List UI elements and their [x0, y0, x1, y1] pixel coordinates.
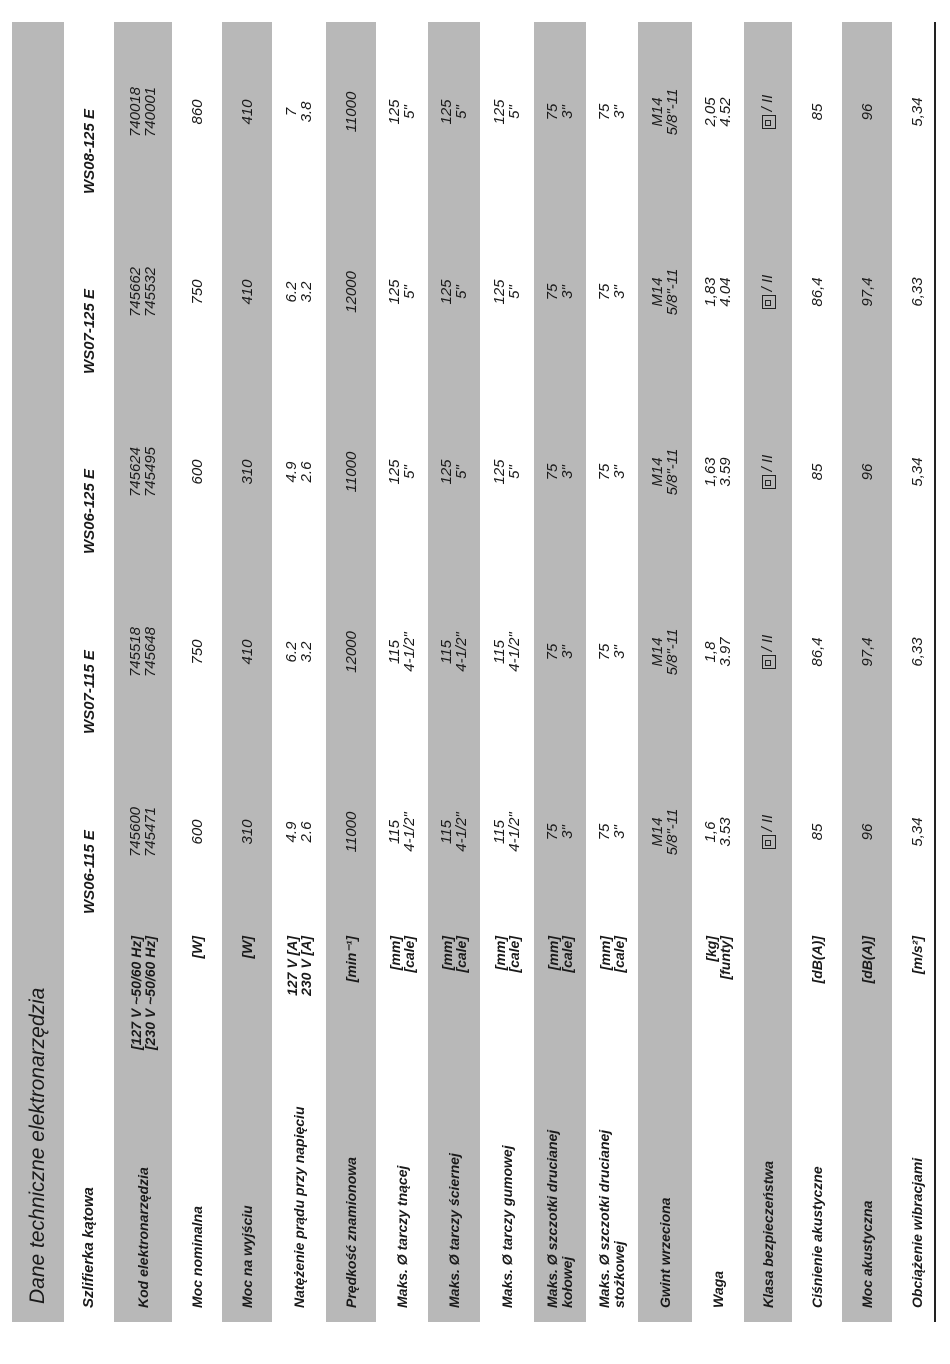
unit-line: [cale]: [401, 936, 417, 973]
value-line: 125: [386, 459, 403, 485]
double-insulation-icon: [762, 475, 776, 489]
value-cell: [692, 202, 744, 382]
value-line: 86,4: [808, 277, 826, 307]
value-cell: [842, 742, 892, 922]
value-cell: [272, 22, 326, 202]
value-line: M14: [649, 277, 666, 307]
value-line: 410: [238, 639, 256, 665]
unit-line: [funty]: [717, 936, 733, 980]
value-cell: [428, 742, 480, 922]
value-line: 5": [401, 285, 418, 299]
value-cell: [480, 202, 534, 382]
value-line: 5/8"-11: [664, 268, 681, 316]
unit-line: [mm]: [492, 936, 508, 971]
value-line: 75: [544, 463, 561, 481]
row-label: Kod elektronarzędzia: [114, 1082, 172, 1322]
unit-line: [dB(A)]: [859, 936, 875, 984]
row-unit: [222, 922, 272, 1082]
row-unit: [376, 922, 428, 1082]
value-line: 6.2: [283, 281, 300, 303]
value-line: 3.53: [717, 817, 734, 847]
value-cell: [172, 202, 222, 382]
value-cell: [172, 742, 222, 922]
model-header-row: [64, 22, 114, 1322]
row-label: Obciążenie wibracjami: [908, 1157, 925, 1308]
value-cell: [534, 742, 586, 922]
value-line: 2.6: [298, 461, 315, 483]
value-line: 4.04: [717, 277, 734, 307]
value-cell: [692, 562, 744, 742]
row-unit: [480, 922, 534, 1082]
value-cell: [744, 22, 792, 202]
spec-row: [480, 22, 534, 1322]
row-unit: [692, 922, 744, 1082]
row-label: Maks. Ø tarczy gumowej: [498, 1145, 515, 1308]
value-line: 740001: [142, 86, 159, 138]
value-line: 745600: [127, 806, 144, 858]
value-cell: [842, 382, 892, 562]
value-line: 97,4: [858, 637, 876, 667]
value-line: 12000: [342, 631, 360, 673]
value-line: 5/8"-11: [664, 88, 681, 136]
value-line: 5": [506, 465, 523, 479]
value-cell: [638, 202, 692, 382]
value-cell: [172, 22, 222, 202]
value-line: [760, 210, 775, 374]
value-line: 860: [188, 99, 206, 125]
value-line: 410: [238, 279, 256, 305]
row-label: Maks. Ø szczotki drucianej stożkowej: [596, 1129, 627, 1308]
spec-row: [534, 22, 586, 1322]
header-label: Szlifierka kątowa: [80, 1187, 98, 1308]
row-unit: [114, 922, 172, 1082]
row-label: Maks. Ø tarczy ściernej: [428, 1082, 480, 1322]
double-insulation-icon: [762, 835, 776, 849]
value-line: 6.2: [283, 641, 300, 663]
value-line: 125: [438, 279, 455, 305]
value-line: M14: [649, 817, 666, 847]
value-line: 745471: [142, 806, 159, 858]
row-label: Moc na wyjściu: [222, 1082, 272, 1322]
spec-table: [12, 22, 942, 1322]
value-cell: [376, 742, 428, 922]
spec-row: [586, 22, 638, 1322]
row-label: Prędkość znamionowa: [326, 1082, 376, 1322]
spec-row: [692, 22, 744, 1322]
value-cell: [638, 382, 692, 562]
value-cell: [326, 562, 376, 742]
row-unit: [326, 922, 376, 1082]
value-cell: [114, 562, 172, 742]
unit-line: 230 V [A]: [298, 936, 314, 996]
value-line: 6,33: [908, 637, 926, 667]
value-line: 3": [559, 285, 576, 299]
value-line: 1,6: [702, 821, 719, 843]
spec-row: [222, 22, 272, 1322]
spec-row: [272, 22, 326, 1322]
value-cell: [428, 22, 480, 202]
value-cell: [428, 382, 480, 562]
model-name: WS06-125 E: [80, 468, 98, 554]
unit-line: [cale]: [559, 936, 575, 973]
double-insulation-icon: [762, 655, 776, 669]
value-line: M14: [649, 637, 666, 667]
value-cell: [428, 202, 480, 382]
unit-line: [cale]: [453, 936, 469, 973]
value-line: 3": [559, 465, 576, 479]
value-line: 75: [544, 823, 561, 841]
value-cell: [638, 562, 692, 742]
value-line: 85: [808, 103, 826, 121]
value-line: 750: [188, 639, 206, 665]
value-cell: [222, 202, 272, 382]
value-cell: [586, 382, 638, 562]
value-cell: [744, 202, 792, 382]
value-line: 3.2: [298, 281, 315, 303]
value-line: 740018: [127, 86, 144, 138]
row-unit: [586, 922, 638, 1082]
unit-line: [cale]: [611, 936, 627, 973]
row-label: Moc akustyczna: [842, 1082, 892, 1322]
row-label: Moc nominalna: [188, 1206, 205, 1308]
value-line: 4-1/2": [453, 812, 470, 852]
value-line: 11000: [342, 811, 360, 853]
row-label: Maks. Ø szczotki drucianej kołowej: [534, 1082, 586, 1322]
model-name: WS07-115 E: [80, 650, 98, 734]
value-line: 75: [596, 283, 613, 301]
value-cell: [326, 382, 376, 562]
value-line: 97,4: [858, 277, 876, 307]
value-line: 3": [611, 285, 628, 299]
value-line: 4-1/2": [506, 632, 523, 672]
unit-line: [mm]: [387, 936, 403, 971]
value-line: 4-1/2": [506, 812, 523, 852]
value-line: 3": [611, 645, 628, 659]
spec-row: [842, 22, 892, 1322]
value-line: 5": [401, 105, 418, 119]
value-line: 745495: [142, 446, 159, 498]
value-line: 96: [858, 823, 876, 841]
row-unit: [172, 922, 222, 1082]
row-label: Maks. Ø tarczy tnącej: [393, 1165, 410, 1308]
value-line: 86,4: [808, 637, 826, 667]
value-cell: [792, 202, 842, 382]
value-line: 115: [438, 640, 455, 664]
value-line: 4-1/2": [401, 812, 418, 852]
value-cell: [376, 382, 428, 562]
value-line: 3": [611, 825, 628, 839]
value-cell: [586, 202, 638, 382]
value-line: 2,05: [702, 97, 719, 127]
value-line: 3": [611, 105, 628, 119]
value-line: 3.59: [717, 457, 734, 487]
value-line: 75: [596, 643, 613, 661]
value-cell: [480, 562, 534, 742]
row-unit: [638, 922, 692, 1082]
value-line: 4.52: [717, 97, 734, 127]
value-line: 5,34: [908, 97, 926, 127]
value-cell: [534, 562, 586, 742]
unit-line: [127 V ~50/60 Hz]: [128, 936, 144, 1051]
class-text: / II: [759, 634, 777, 652]
value-cell: [222, 742, 272, 922]
value-line: 7: [283, 107, 300, 117]
value-cell: [272, 382, 326, 562]
value-line: 5": [506, 105, 523, 119]
unit-line: [mm]: [545, 936, 561, 971]
value-cell: [114, 382, 172, 562]
value-cell: [792, 382, 842, 562]
value-cell: [534, 22, 586, 202]
value-line: [760, 750, 775, 914]
value-line: 745532: [142, 266, 159, 318]
spec-row: [376, 22, 428, 1322]
value-cell: [638, 22, 692, 202]
value-line: 75: [596, 463, 613, 481]
value-line: 85: [808, 823, 826, 841]
value-cell: [744, 742, 792, 922]
value-line: 5": [453, 465, 470, 479]
value-line: 12000: [342, 271, 360, 313]
value-cell: [114, 202, 172, 382]
double-insulation-icon: [762, 115, 776, 129]
value-line: 5,34: [908, 457, 926, 487]
value-line: 310: [238, 819, 256, 845]
class-text: / II: [759, 274, 777, 292]
rotated-spec-sheet: [12, 22, 932, 1322]
value-cell: [326, 742, 376, 922]
row-label: Natężenie prądu przy napięciu: [290, 1106, 307, 1308]
value-line: 125: [491, 279, 508, 305]
value-line: M14: [649, 457, 666, 487]
value-cell: [586, 22, 638, 202]
class-text: / II: [759, 454, 777, 472]
spec-row: [744, 22, 792, 1322]
value-line: 3.2: [298, 641, 315, 663]
value-line: 5": [453, 105, 470, 119]
value-line: 5/8"-11: [664, 628, 681, 676]
row-label: Gwint wrzeciona: [638, 1082, 692, 1322]
unit-line: [m/s²]: [909, 936, 925, 975]
value-line: 125: [386, 99, 403, 125]
value-cell: [376, 22, 428, 202]
value-cell: [222, 562, 272, 742]
value-line: 75: [544, 103, 561, 121]
value-cell: [744, 562, 792, 742]
value-line: 75: [544, 643, 561, 661]
model-name: WS08-125 E: [80, 108, 98, 194]
value-line: 745518: [127, 626, 144, 678]
value-line: [760, 390, 775, 554]
value-cell: [534, 382, 586, 562]
value-line: 5": [401, 465, 418, 479]
value-line: 600: [188, 819, 206, 845]
value-cell: [114, 742, 172, 922]
value-line: 11000: [342, 451, 360, 493]
value-line: 3": [611, 465, 628, 479]
value-line: 96: [858, 463, 876, 481]
unit-line: [min⁻¹]: [343, 936, 359, 983]
value-cell: [172, 562, 222, 742]
row-label: Ciśnienie akustyczne: [808, 1166, 825, 1308]
value-line: 745662: [127, 266, 144, 318]
page-title: Dane techniczne elektronarzędzia: [12, 22, 64, 1322]
value-line: 115: [386, 640, 403, 664]
page-divider: [934, 22, 936, 1322]
value-line: 115: [386, 820, 403, 844]
value-line: 115: [491, 820, 508, 844]
value-cell: [376, 562, 428, 742]
value-cell: [172, 382, 222, 562]
value-line: 11000: [342, 91, 360, 133]
value-line: 3": [559, 825, 576, 839]
unit-line: [kg]: [703, 936, 719, 962]
value-line: 75: [544, 283, 561, 301]
spec-row: [638, 22, 692, 1322]
value-cell: [222, 382, 272, 562]
class-text: / II: [759, 814, 777, 832]
value-cell: [534, 202, 586, 382]
value-cell: [326, 22, 376, 202]
value-line: 115: [491, 640, 508, 664]
value-line: 5": [506, 285, 523, 299]
spec-row: [326, 22, 376, 1322]
value-cell: [792, 22, 842, 202]
value-line: [760, 30, 775, 194]
row-unit: [842, 922, 892, 1082]
value-line: 3.97: [717, 637, 734, 667]
value-line: 1,83: [702, 277, 719, 307]
value-cell: [842, 22, 892, 202]
value-line: 75: [596, 103, 613, 121]
unit-line: [mm]: [439, 936, 455, 971]
row-unit: [792, 922, 842, 1082]
row-unit: [744, 922, 792, 1082]
value-cell: [842, 562, 892, 742]
value-line: 1,63: [702, 457, 719, 487]
model-name: WS07-125 E: [80, 288, 98, 374]
value-line: 6,33: [908, 277, 926, 307]
value-line: 85: [808, 463, 826, 481]
value-cell: [376, 202, 428, 382]
value-cell: [272, 562, 326, 742]
value-line: 3.8: [298, 101, 315, 123]
value-cell: [272, 202, 326, 382]
value-cell: [272, 742, 326, 922]
spec-row: [792, 22, 842, 1322]
value-line: 125: [438, 99, 455, 125]
value-line: M14: [649, 97, 666, 127]
value-line: 4.9: [283, 821, 300, 843]
value-cell: [480, 22, 534, 202]
value-line: 5/8"-11: [664, 808, 681, 856]
value-line: 4-1/2": [453, 632, 470, 672]
value-cell: [744, 382, 792, 562]
row-unit: [428, 922, 480, 1082]
value-cell: [692, 22, 744, 202]
value-cell: [326, 202, 376, 382]
value-line: 125: [438, 459, 455, 485]
value-line: 125: [491, 99, 508, 125]
class-text: / II: [759, 94, 777, 112]
spec-row: [114, 22, 172, 1322]
value-cell: [222, 22, 272, 202]
value-line: 310: [238, 459, 256, 485]
header-unit-spacer: [64, 922, 114, 1082]
value-line: 125: [386, 279, 403, 305]
value-line: 96: [858, 103, 876, 121]
model-name: WS06-115 E: [80, 830, 98, 914]
unit-line: [mm]: [597, 936, 613, 971]
value-line: 745648: [142, 626, 159, 678]
value-line: 2.6: [298, 821, 315, 843]
value-line: [760, 570, 775, 734]
value-cell: [792, 562, 842, 742]
value-line: 115: [438, 820, 455, 844]
value-line: 5,34: [908, 817, 926, 847]
value-line: 5/8"-11: [664, 448, 681, 496]
row-label: Klasa bezpieczeństwa: [744, 1082, 792, 1322]
value-cell: [692, 382, 744, 562]
value-cell: [842, 202, 892, 382]
value-cell: [480, 742, 534, 922]
spec-table-body: [12, 22, 942, 1322]
value-line: 1,8: [702, 641, 719, 663]
value-cell: [692, 742, 744, 922]
value-cell: [586, 562, 638, 742]
unit-line: [W]: [239, 936, 255, 959]
unit-line: [dB(A)]: [809, 936, 825, 984]
row-unit: [272, 922, 326, 1082]
value-line: 745624: [127, 446, 144, 498]
row-unit: [534, 922, 586, 1082]
value-cell: [638, 742, 692, 922]
value-line: 410: [238, 99, 256, 125]
spec-row: [428, 22, 480, 1322]
value-cell: [428, 562, 480, 742]
value-line: 125: [491, 459, 508, 485]
spec-row: [172, 22, 222, 1322]
value-cell: [792, 742, 842, 922]
value-cell: [480, 382, 534, 562]
value-line: 600: [188, 459, 206, 485]
value-line: 3": [559, 645, 576, 659]
value-line: 3": [559, 105, 576, 119]
unit-line: 127 V [A]: [284, 936, 300, 996]
row-label: Waga: [709, 1270, 726, 1308]
unit-line: [cale]: [506, 936, 522, 973]
double-insulation-icon: [762, 295, 776, 309]
value-line: 75: [596, 823, 613, 841]
value-cell: [114, 22, 172, 202]
unit-line: [W]: [189, 936, 205, 959]
value-cell: [586, 742, 638, 922]
value-line: 4.9: [283, 461, 300, 483]
value-line: 5": [453, 285, 470, 299]
unit-line: [230 V ~50/60 Hz]: [142, 936, 158, 1051]
value-line: 750: [188, 279, 206, 305]
value-line: 4-1/2": [401, 632, 418, 672]
